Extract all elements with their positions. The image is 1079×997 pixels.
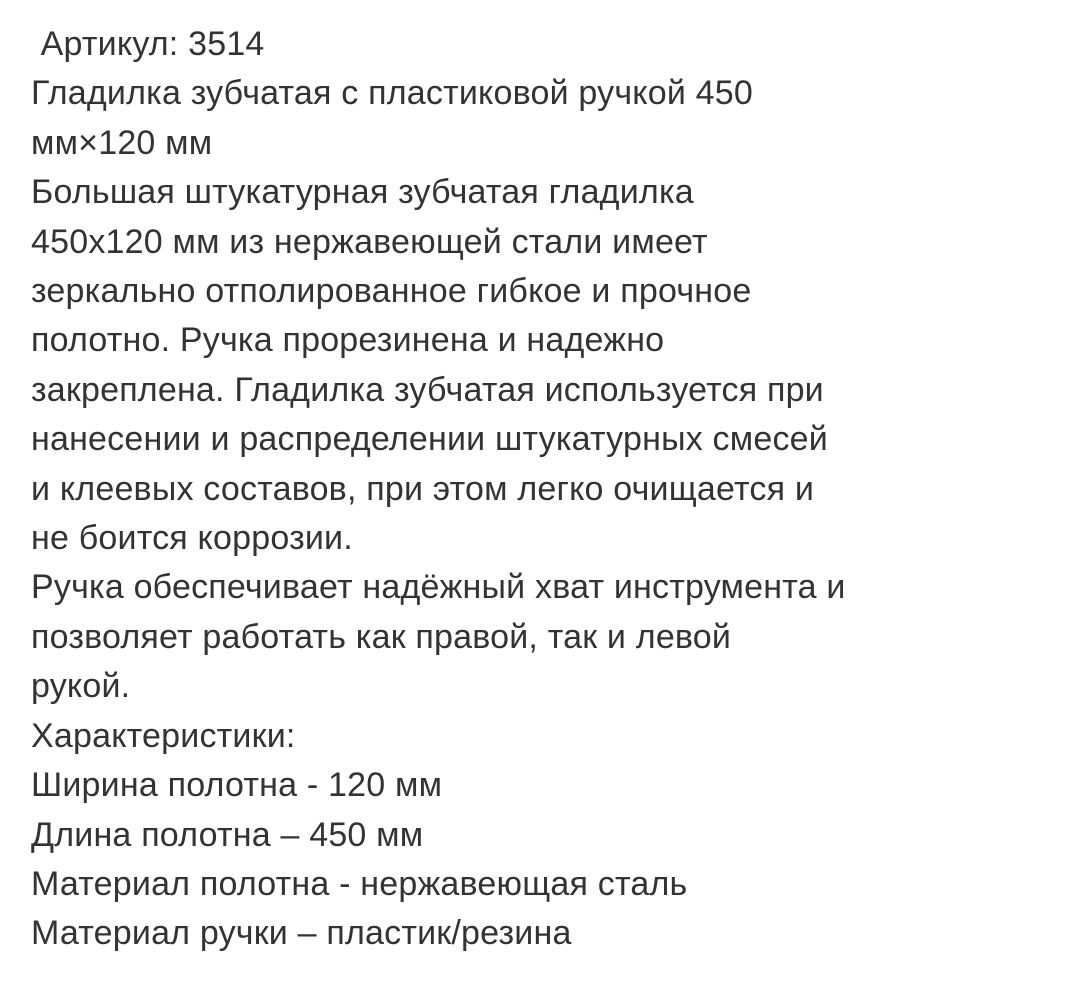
spec-blade-width-line: Ширина полотна - 120 мм (31, 766, 443, 805)
article-number-line: Артикул: 3514 (31, 25, 265, 63)
description-text-line: рукой. (31, 667, 131, 706)
product-title-line: мм×120 мм (31, 123, 213, 162)
description-text-line: 450х120 мм из нержавеющей стали имеет (31, 222, 708, 261)
description-text-line: Ручка обеспечивает надёжный хват инструмента и (31, 568, 846, 607)
product-title-line: Гладилка зубчатая с пластиковой ручкой 450 (31, 74, 754, 113)
description-text-line: зеркально отполированное гибкое и прочное (31, 272, 752, 311)
description-text-line: Большая штукатурная зубчатая гладилка (31, 173, 694, 212)
description-text-line: закреплена. Гладилка зубчатая используется при (31, 370, 824, 409)
spec-blade-length-line: Длина полотна – 450 мм (31, 815, 424, 854)
spec-blade-material-line: Материал полотна - нержавеющая сталь (31, 864, 688, 903)
description-text-line: и клеевых составов, при этом легко очищается и (31, 469, 815, 508)
description-text-line: не боится коррозии. (31, 519, 353, 558)
spec-handle-material-line: Материал ручки – пластик/резина (31, 914, 572, 953)
description-text-line: нанесении и распределении штукатурных смесей (31, 420, 828, 459)
characteristics-heading: Характеристики: (31, 716, 296, 755)
description-text-line: полотно. Ручка прорезинена и надежно (31, 321, 665, 360)
description-text-line: позволяет работать как правой, так и левой (31, 617, 732, 656)
